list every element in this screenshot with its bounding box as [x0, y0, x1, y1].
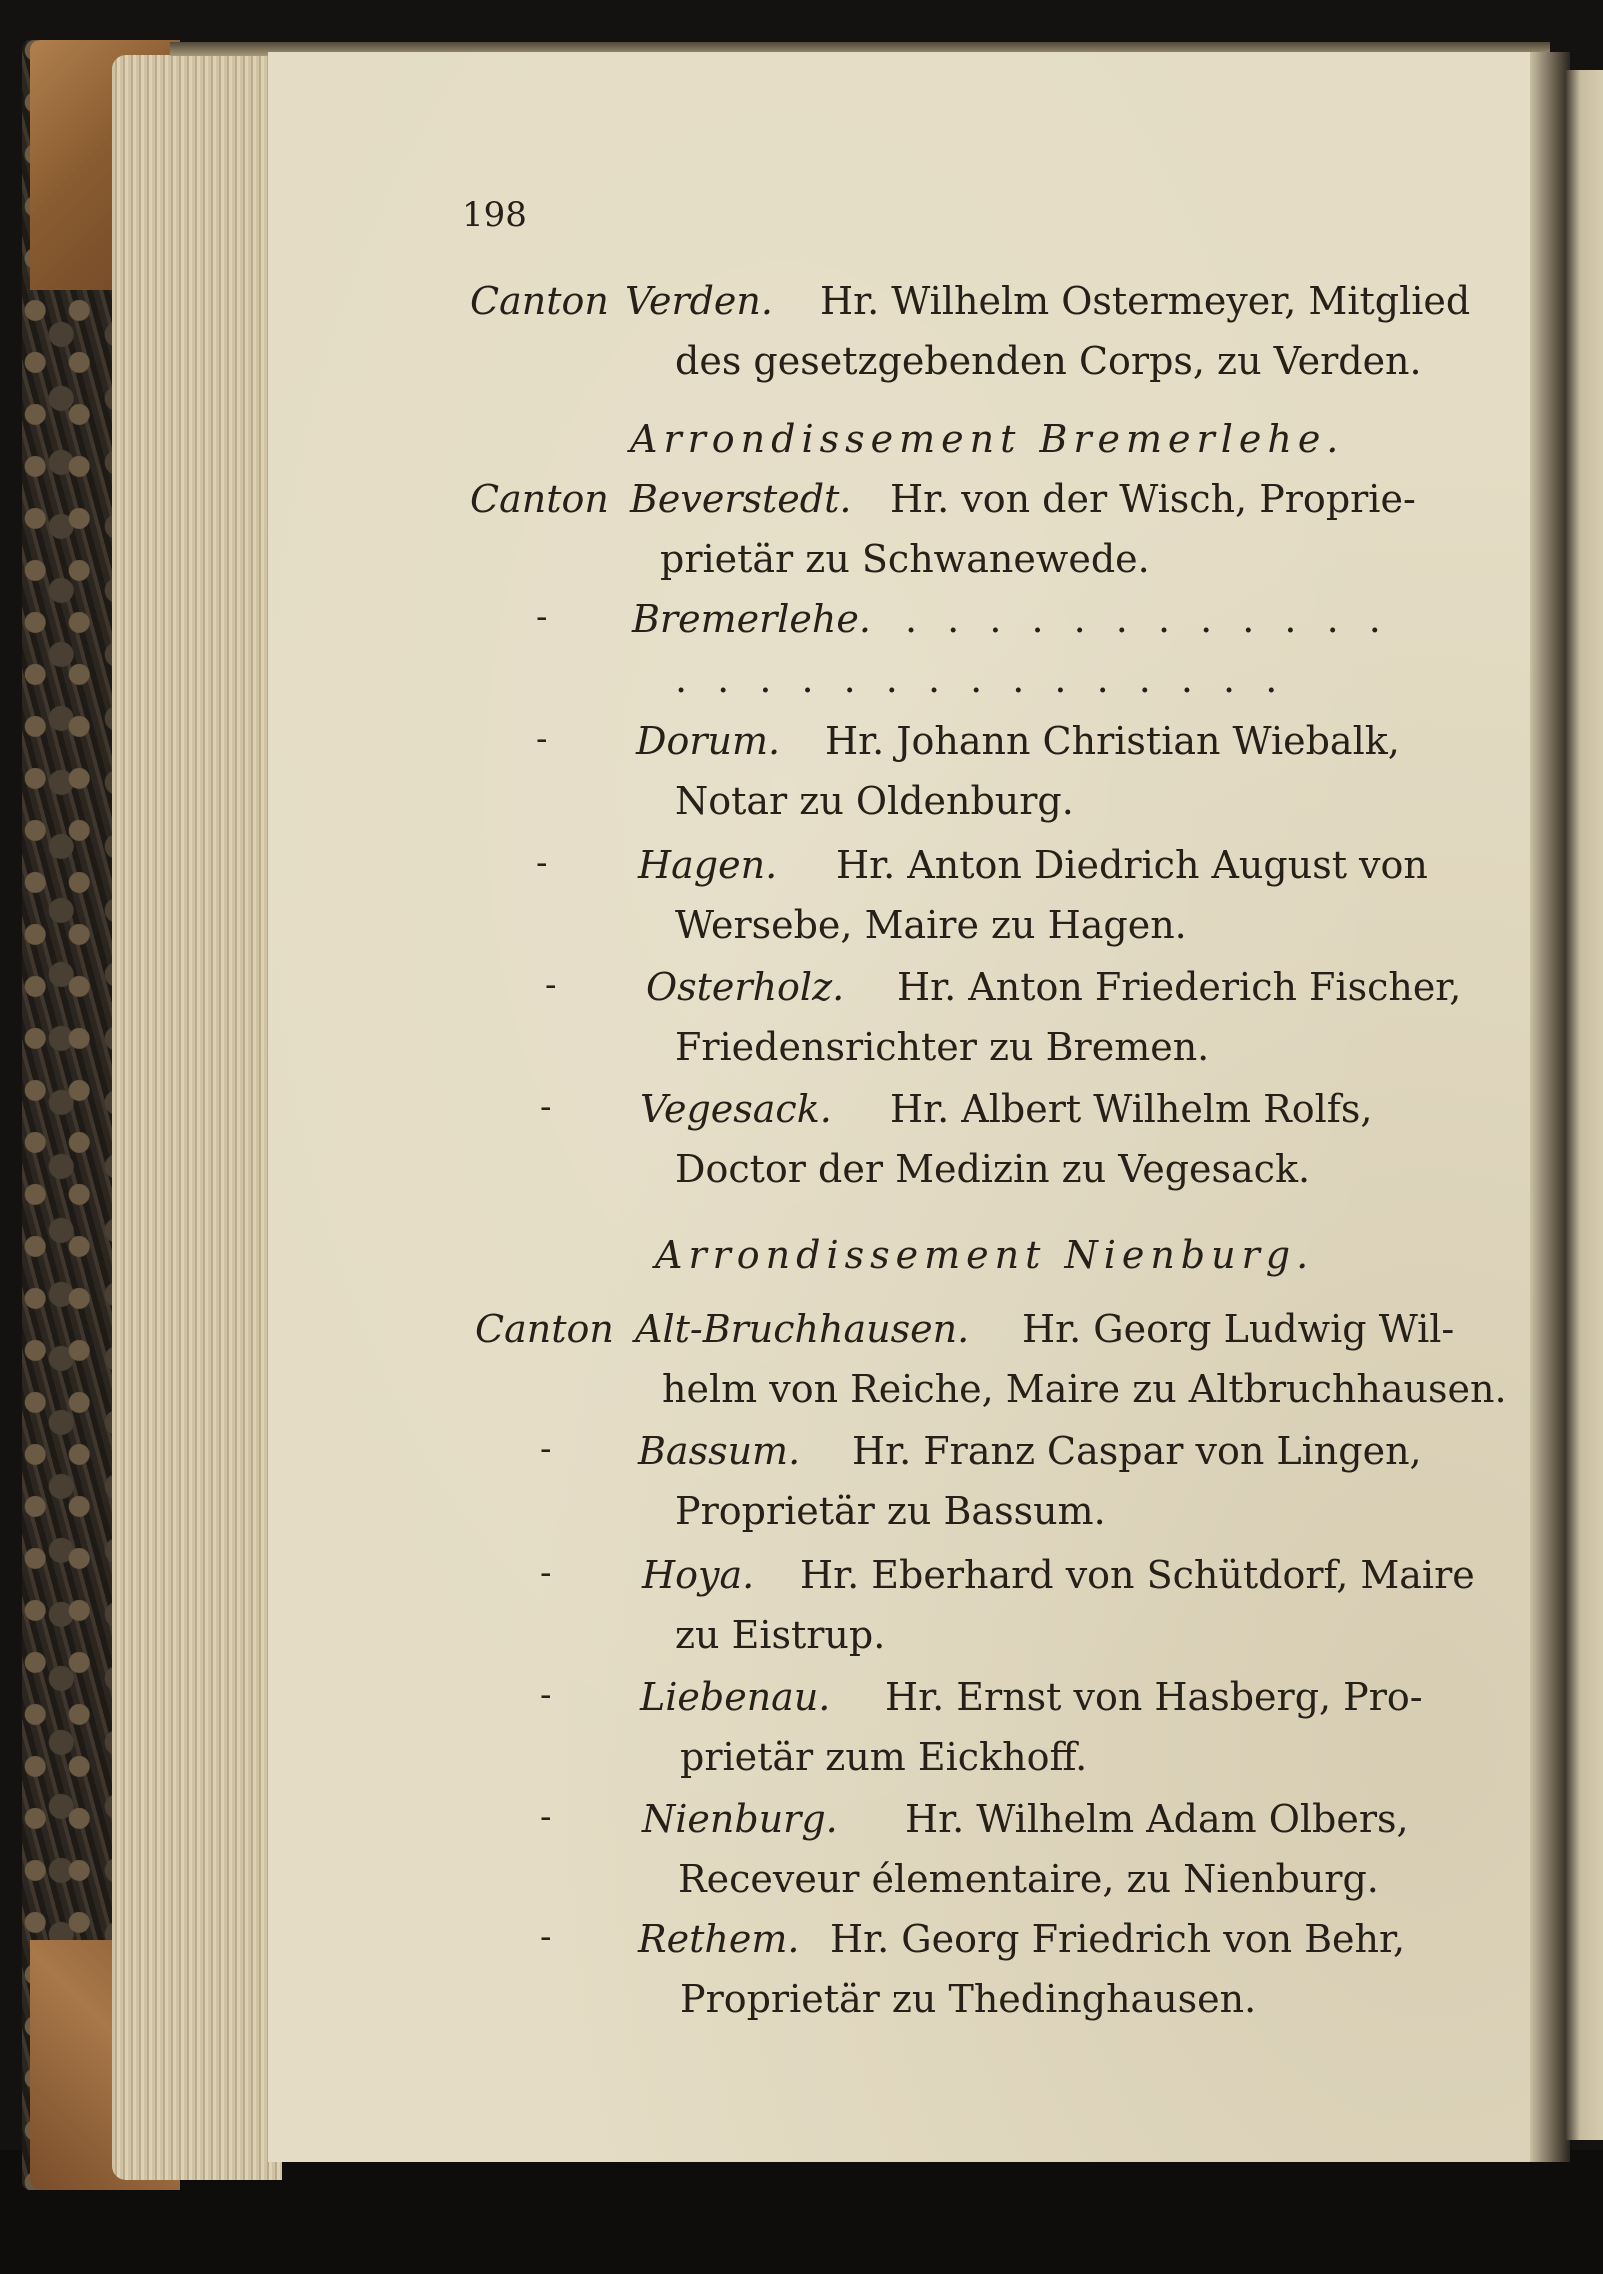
entry-text: Hr. Georg Friedrich von Behr, — [830, 1917, 1406, 1961]
place-name: Rethem. — [638, 1917, 800, 1961]
place-name: Liebenau. — [640, 1675, 831, 1719]
place-name: Bassum. — [638, 1429, 801, 1473]
ditto-dash: - — [536, 843, 548, 883]
place-name: Hagen. — [638, 843, 778, 887]
ditto-dash: - — [540, 1675, 552, 1715]
page-number: 198 — [462, 195, 527, 235]
entry-text: prietär zu Schwanewede. — [660, 537, 1150, 581]
entry-text: Hr. von der Wisch, Proprie- — [890, 477, 1416, 521]
page-edges — [112, 55, 282, 2180]
canton-label: Canton — [470, 279, 609, 323]
place-name: Verden. — [625, 279, 773, 323]
entry-text: Hr. Ernst von Hasberg, Pro- — [885, 1675, 1423, 1719]
entry-text: Hr. Eberhard von Schütdorf, Maire — [800, 1553, 1475, 1597]
ditto-dash: - — [540, 1429, 552, 1469]
ditto-dash: - — [540, 1797, 552, 1837]
place-name: Hoya. — [642, 1553, 755, 1597]
entry-text: Hr. Wilhelm Ostermeyer, Mitglied — [820, 279, 1471, 323]
entry-text: Hr. Franz Caspar von Lingen, — [852, 1429, 1422, 1473]
entry-text: Receveur élementaire, zu Nienburg. — [678, 1857, 1379, 1901]
arrondissement-heading: Arrondissement Bremerlehe. — [630, 417, 1345, 461]
entry-text: Hr. Wilhelm Adam Olbers, — [905, 1797, 1409, 1841]
entry-text: Hr. Johann Christian Wiebalk, — [825, 719, 1400, 763]
place-name: Osterholz. — [646, 965, 845, 1009]
next-page-edge — [1565, 70, 1603, 2140]
entry-text: prietär zum Eickhoff. — [680, 1735, 1088, 1779]
entry-text: Proprietär zu Thedinghausen. — [680, 1977, 1257, 2021]
ditto-dash: - — [536, 597, 548, 637]
entry-text: Hr. Georg Ludwig Wil- — [1022, 1307, 1455, 1351]
leader-dots: . . . . . . . . . . . . — [905, 597, 1390, 641]
place-name: Beverstedt. — [630, 477, 852, 521]
entry-text: Hr. Albert Wilhelm Rolfs, — [890, 1087, 1373, 1131]
entry-text: Proprietär zu Bassum. — [675, 1489, 1106, 1533]
place-name: Alt-Bruchhausen. — [635, 1307, 970, 1351]
entry-text: Wersebe, Maire zu Hagen. — [675, 903, 1187, 947]
place-name: Dorum. — [636, 719, 781, 763]
entry-text: helm von Reiche, Maire zu Altbruchhausen. — [662, 1367, 1507, 1411]
canton-label: Canton — [470, 477, 609, 521]
entry-text: des gesetzgebenden Corps, zu Verden. — [675, 339, 1422, 383]
entry-text: Notar zu Oldenburg. — [675, 779, 1074, 823]
canton-label: Canton — [475, 1307, 614, 1351]
entry-text: zu Eistrup. — [675, 1613, 886, 1657]
ditto-dash: - — [540, 1087, 552, 1127]
arrondissement-heading: Arrondissement Nienburg. — [655, 1233, 1315, 1277]
ditto-dash: - — [540, 1917, 552, 1957]
ditto-dash: - — [540, 1553, 552, 1593]
ditto-dash: - — [545, 965, 557, 1005]
place-name: Bremerlehe. — [632, 597, 871, 641]
entry-text: Hr. Anton Friederich Fischer, — [897, 965, 1462, 1009]
entry-text: Hr. Anton Diedrich August von — [836, 843, 1428, 887]
gutter-shadow — [1530, 52, 1570, 2162]
entry-text: Doctor der Medizin zu Vegesack. — [675, 1147, 1311, 1191]
place-name: Vegesack. — [640, 1087, 832, 1131]
entry-text: Friedensrichter zu Bremen. — [675, 1025, 1210, 1069]
place-name: Nienburg. — [642, 1797, 838, 1841]
ditto-dash: - — [536, 719, 548, 759]
leader-dots: . . . . . . . . . . . . . . . — [675, 657, 1287, 701]
